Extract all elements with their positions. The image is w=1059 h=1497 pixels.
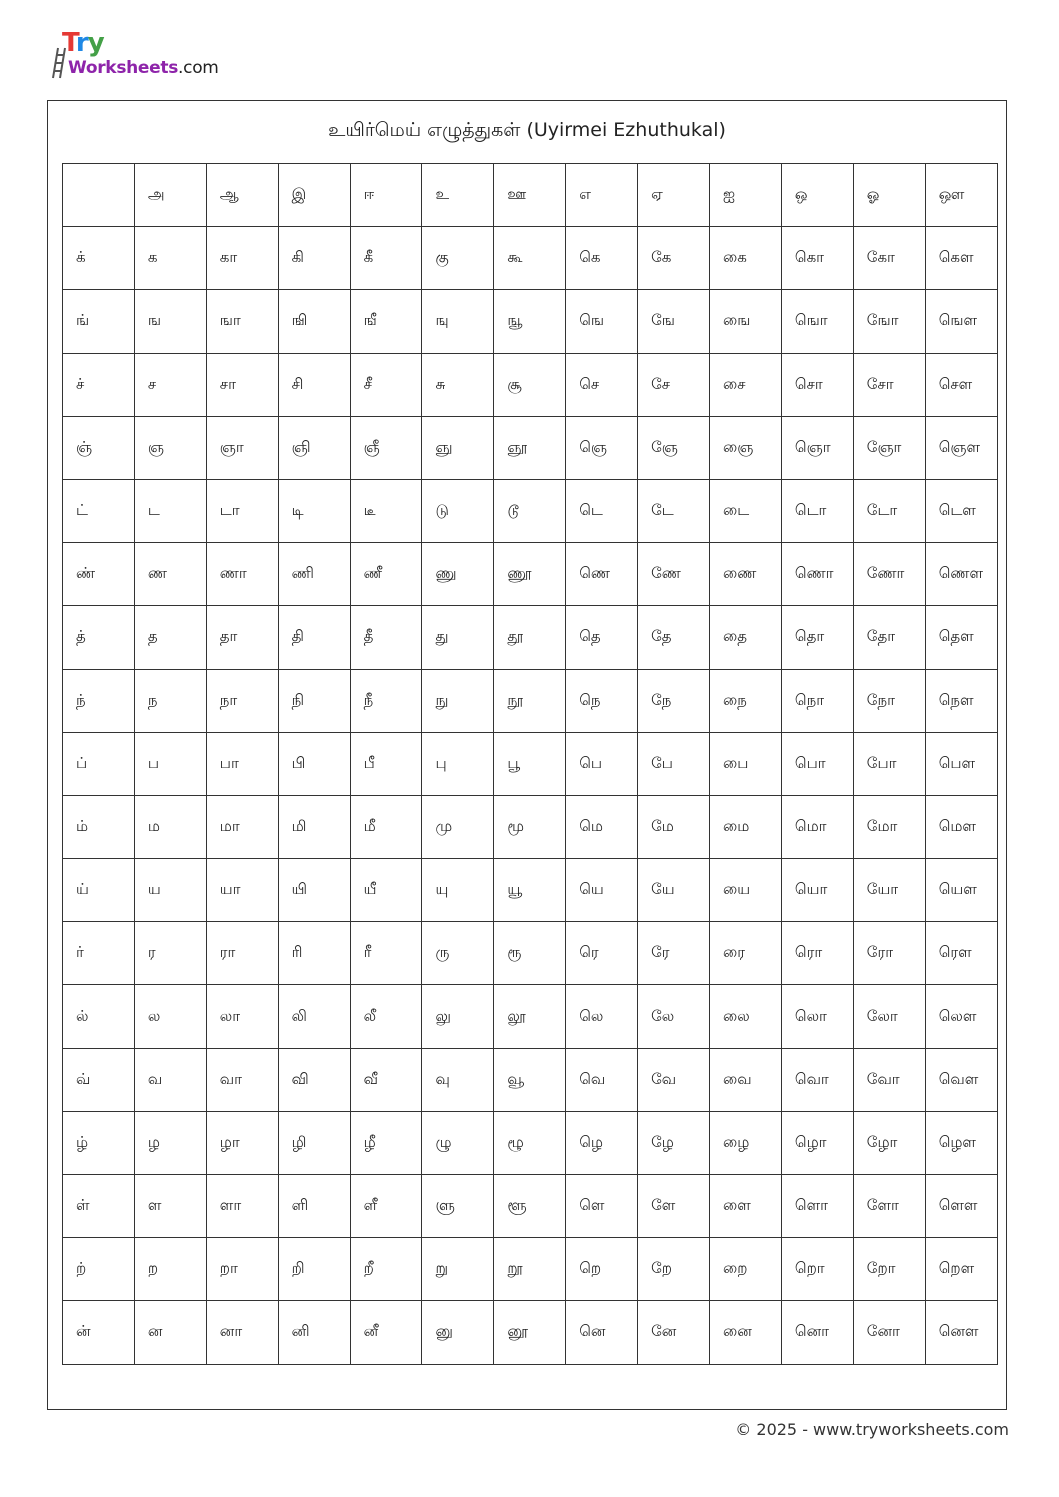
table-row — [63, 1111, 998, 1174]
letter-cell: ழோ — [853, 1111, 925, 1174]
letter-cell: வு — [422, 1048, 494, 1111]
letter-cell: பு — [422, 732, 494, 795]
letter-cell: லை — [710, 985, 782, 1048]
letter-cell: ணா — [206, 543, 278, 606]
letter-cell: யோ — [853, 859, 925, 922]
letter-cell: லீ — [350, 985, 422, 1048]
letter-cell: நீ — [350, 669, 422, 732]
table-row — [63, 1301, 998, 1364]
letter-cell: ளா — [206, 1175, 278, 1238]
row-header-cell: வ் — [63, 1048, 135, 1111]
letter-cell: தீ — [350, 606, 422, 669]
row-header-cell: ல் — [63, 985, 135, 1048]
letter-cell: து — [422, 606, 494, 669]
letter-cell: றை — [710, 1238, 782, 1301]
row-header-cell: ப் — [63, 732, 135, 795]
letter-cell: தி — [278, 606, 350, 669]
letter-cell: த — [134, 606, 206, 669]
letter-cell: னா — [206, 1301, 278, 1364]
letter-cell: ர — [134, 922, 206, 985]
header-row — [63, 164, 998, 227]
letter-cell: சீ — [350, 353, 422, 416]
letter-cell: டி — [278, 479, 350, 542]
letter-cell: கு — [422, 227, 494, 290]
letter-cell: ரொ — [781, 922, 853, 985]
letter-cell: பெ — [566, 732, 638, 795]
letter-cell: ஙூ — [494, 290, 566, 353]
letter-cell: ஙோ — [853, 290, 925, 353]
logo-try-text: Try — [62, 28, 104, 58]
table-row — [63, 606, 998, 669]
letter-cell: ம — [134, 795, 206, 858]
letter-cell: மொ — [781, 795, 853, 858]
letter-cell: கி — [278, 227, 350, 290]
letter-cell: யீ — [350, 859, 422, 922]
letter-cell: ங — [134, 290, 206, 353]
letter-cell: ஙை — [710, 290, 782, 353]
letter-cell: கொ — [781, 227, 853, 290]
letter-cell: ஞே — [638, 416, 710, 479]
row-header-cell: ழ் — [63, 1111, 135, 1174]
letter-cell: லொ — [781, 985, 853, 1048]
letter-cell: சோ — [853, 353, 925, 416]
letter-cell: ஓ — [853, 164, 925, 227]
letter-cell: றி — [278, 1238, 350, 1301]
letter-cell: கை — [710, 227, 782, 290]
letter-cell: னெ — [566, 1301, 638, 1364]
letter-cell: னௌ — [925, 1301, 997, 1364]
letter-cell: டா — [206, 479, 278, 542]
letter-cell: மௌ — [925, 795, 997, 858]
table-row — [63, 732, 998, 795]
letter-cell: டெ — [566, 479, 638, 542]
letter-cell: நொ — [781, 669, 853, 732]
letter-cell: ஙெ — [566, 290, 638, 353]
letter-cell: யு — [422, 859, 494, 922]
letter-cell: னி — [278, 1301, 350, 1364]
letter-cell: லெ — [566, 985, 638, 1048]
letter-cell: நௌ — [925, 669, 997, 732]
letter-cell: னு — [422, 1301, 494, 1364]
letter-cell: ற — [134, 1238, 206, 1301]
letter-cell: ஞௌ — [925, 416, 997, 479]
letter-cell: கீ — [350, 227, 422, 290]
letter-cell: பொ — [781, 732, 853, 795]
letter-cell: வூ — [494, 1048, 566, 1111]
letter-cell: ணௌ — [925, 543, 997, 606]
letter-cell: டொ — [781, 479, 853, 542]
table-row — [63, 416, 998, 479]
letter-cell: தூ — [494, 606, 566, 669]
row-header-cell: ண் — [63, 543, 135, 606]
letter-cell: நூ — [494, 669, 566, 732]
copyright-footer: © 2025 - www.tryworksheets.com — [735, 1420, 1009, 1439]
letter-cell: தோ — [853, 606, 925, 669]
letter-cell: தை — [710, 606, 782, 669]
letter-cell: தே — [638, 606, 710, 669]
letter-cell: சை — [710, 353, 782, 416]
letter-cell: று — [422, 1238, 494, 1301]
letter-cell: லு — [422, 985, 494, 1048]
letter-cell: ஙொ — [781, 290, 853, 353]
letter-cell: பூ — [494, 732, 566, 795]
letter-cell: றெ — [566, 1238, 638, 1301]
letter-cell: ழொ — [781, 1111, 853, 1174]
letter-cell: பா — [206, 732, 278, 795]
row-header-cell: ச் — [63, 353, 135, 416]
letter-cell: யே — [638, 859, 710, 922]
letter-cell: வா — [206, 1048, 278, 1111]
letter-cell: இ — [278, 164, 350, 227]
letter-cell: ள — [134, 1175, 206, 1238]
letter-cell: செ — [566, 353, 638, 416]
table-row — [63, 922, 998, 985]
table-row — [63, 227, 998, 290]
letter-cell: ரி — [278, 922, 350, 985]
letter-cell: ழை — [710, 1111, 782, 1174]
letter-cell: எ — [566, 164, 638, 227]
letter-cell: ண — [134, 543, 206, 606]
letter-cell: அ — [134, 164, 206, 227]
row-header-cell: க் — [63, 227, 135, 290]
table-row — [63, 859, 998, 922]
letter-cell: ரை — [710, 922, 782, 985]
letter-cell: றீ — [350, 1238, 422, 1301]
letter-cell: ளே — [638, 1175, 710, 1238]
letter-cell: றௌ — [925, 1238, 997, 1301]
uyirmei-table — [62, 163, 998, 1365]
letter-cell: நு — [422, 669, 494, 732]
letter-cell: ஞொ — [781, 416, 853, 479]
letter-cell: ஞீ — [350, 416, 422, 479]
table-row — [63, 1175, 998, 1238]
letter-cell: ரூ — [494, 922, 566, 985]
row-header-cell — [63, 164, 135, 227]
row-header-cell: ந் — [63, 669, 135, 732]
letter-cell: ரே — [638, 922, 710, 985]
letter-cell: ஒ — [781, 164, 853, 227]
letter-cell: டை — [710, 479, 782, 542]
letter-cell: ளு — [422, 1175, 494, 1238]
letter-cell: றொ — [781, 1238, 853, 1301]
letter-cell: ரா — [206, 922, 278, 985]
letter-cell: ஞ — [134, 416, 206, 479]
letter-cell: ழீ — [350, 1111, 422, 1174]
letter-cell: லே — [638, 985, 710, 1048]
letter-cell: ளெ — [566, 1175, 638, 1238]
letter-cell: சொ — [781, 353, 853, 416]
letter-cell: யி — [278, 859, 350, 922]
letter-cell: ஙி — [278, 290, 350, 353]
letter-cell: றா — [206, 1238, 278, 1301]
letter-cell: தௌ — [925, 606, 997, 669]
letter-cell: ணூ — [494, 543, 566, 606]
letter-cell: ளை — [710, 1175, 782, 1238]
letter-cell: யொ — [781, 859, 853, 922]
letter-cell: மோ — [853, 795, 925, 858]
letter-cell: டூ — [494, 479, 566, 542]
letter-cell: றூ — [494, 1238, 566, 1301]
letter-cell: டே — [638, 479, 710, 542]
letter-cell: ரு — [422, 922, 494, 985]
letter-cell: டீ — [350, 479, 422, 542]
letter-cell: வொ — [781, 1048, 853, 1111]
letter-cell: ளௌ — [925, 1175, 997, 1238]
row-header-cell: ஞ் — [63, 416, 135, 479]
letter-cell: கா — [206, 227, 278, 290]
table-row — [63, 669, 998, 732]
row-header-cell: ய் — [63, 859, 135, 922]
letter-cell: ணொ — [781, 543, 853, 606]
table-row — [63, 479, 998, 542]
letter-cell: ஐ — [710, 164, 782, 227]
row-header-cell: ள் — [63, 1175, 135, 1238]
letter-cell: யெ — [566, 859, 638, 922]
letter-cell: வௌ — [925, 1048, 997, 1111]
letter-cell: ணு — [422, 543, 494, 606]
letter-cell: தெ — [566, 606, 638, 669]
row-header-cell: ர் — [63, 922, 135, 985]
letter-cell: நே — [638, 669, 710, 732]
table-row — [63, 1048, 998, 1111]
letter-cell: லோ — [853, 985, 925, 1048]
letter-cell: மு — [422, 795, 494, 858]
letter-cell: ணி — [278, 543, 350, 606]
letter-cell: ழூ — [494, 1111, 566, 1174]
letter-cell: சூ — [494, 353, 566, 416]
letter-cell: ழி — [278, 1111, 350, 1174]
letter-cell: னை — [710, 1301, 782, 1364]
letter-cell: யை — [710, 859, 782, 922]
letter-cell: நி — [278, 669, 350, 732]
letter-cell: ஞு — [422, 416, 494, 479]
letter-cell: ஞா — [206, 416, 278, 479]
letter-cell: மீ — [350, 795, 422, 858]
letter-cell: ஞோ — [853, 416, 925, 479]
letter-cell: பீ — [350, 732, 422, 795]
letter-cell: ளூ — [494, 1175, 566, 1238]
letter-cell: வி — [278, 1048, 350, 1111]
letter-cell: ஔ — [925, 164, 997, 227]
letter-cell: ல — [134, 985, 206, 1048]
letter-cell: வே — [638, 1048, 710, 1111]
letter-cell: ழா — [206, 1111, 278, 1174]
letter-cell: வ — [134, 1048, 206, 1111]
letter-cell: நை — [710, 669, 782, 732]
worksheet-frame — [47, 100, 1007, 1410]
table-row — [63, 985, 998, 1048]
letter-cell: ஊ — [494, 164, 566, 227]
letter-cell: கூ — [494, 227, 566, 290]
table-row — [63, 543, 998, 606]
row-header-cell: ட் — [63, 479, 135, 542]
letter-cell: ரோ — [853, 922, 925, 985]
letter-cell: சௌ — [925, 353, 997, 416]
letter-cell: ளீ — [350, 1175, 422, 1238]
row-header-cell: ன் — [63, 1301, 135, 1364]
letter-cell: சா — [206, 353, 278, 416]
letter-cell: போ — [853, 732, 925, 795]
letter-cell: நோ — [853, 669, 925, 732]
letter-cell: ட — [134, 479, 206, 542]
row-header-cell: ங் — [63, 290, 135, 353]
letter-cell: ரௌ — [925, 922, 997, 985]
letter-cell: சே — [638, 353, 710, 416]
letter-cell: நா — [206, 669, 278, 732]
letter-cell: உ — [422, 164, 494, 227]
letter-cell: ஙே — [638, 290, 710, 353]
letter-cell: ரீ — [350, 922, 422, 985]
letter-cell: ஙௌ — [925, 290, 997, 353]
letter-cell: யூ — [494, 859, 566, 922]
letter-cell: கெ — [566, 227, 638, 290]
letter-cell: ழெ — [566, 1111, 638, 1174]
letter-cell: மி — [278, 795, 350, 858]
letter-cell: சு — [422, 353, 494, 416]
letter-cell: தா — [206, 606, 278, 669]
letter-cell: டோ — [853, 479, 925, 542]
letter-cell: ளொ — [781, 1175, 853, 1238]
letter-cell: ளி — [278, 1175, 350, 1238]
letter-cell: ஙா — [206, 290, 278, 353]
letter-cell: னே — [638, 1301, 710, 1364]
letter-cell: ஞெ — [566, 416, 638, 479]
letter-cell: மூ — [494, 795, 566, 858]
letter-cell: ஞூ — [494, 416, 566, 479]
letter-cell: ன — [134, 1301, 206, 1364]
letter-cell: ணோ — [853, 543, 925, 606]
letter-cell: யா — [206, 859, 278, 922]
letter-cell: ச — [134, 353, 206, 416]
logo-worksheets-text: Worksheets.com — [68, 58, 219, 78]
letter-cell: லி — [278, 985, 350, 1048]
letter-cell: பௌ — [925, 732, 997, 795]
letter-cell: ப — [134, 732, 206, 795]
letter-cell: ணே — [638, 543, 710, 606]
letter-cell: ணெ — [566, 543, 638, 606]
letter-cell: லா — [206, 985, 278, 1048]
letter-cell: மே — [638, 795, 710, 858]
letter-cell: ரெ — [566, 922, 638, 985]
letter-cell: ஞை — [710, 416, 782, 479]
letter-cell: லூ — [494, 985, 566, 1048]
letter-cell: பி — [278, 732, 350, 795]
letter-cell: வெ — [566, 1048, 638, 1111]
letter-cell: யௌ — [925, 859, 997, 922]
row-header-cell: ற் — [63, 1238, 135, 1301]
letter-cell: ளோ — [853, 1175, 925, 1238]
letter-cell: ஏ — [638, 164, 710, 227]
letter-cell: க — [134, 227, 206, 290]
letter-cell: தொ — [781, 606, 853, 669]
letter-cell: ழௌ — [925, 1111, 997, 1174]
table-row — [63, 290, 998, 353]
letter-cell: ஞி — [278, 416, 350, 479]
row-header-cell: த் — [63, 606, 135, 669]
letter-cell: ஙீ — [350, 290, 422, 353]
letter-cell: ணீ — [350, 543, 422, 606]
letter-cell: னூ — [494, 1301, 566, 1364]
letter-cell: ணை — [710, 543, 782, 606]
letter-cell: னீ — [350, 1301, 422, 1364]
letter-cell: கௌ — [925, 227, 997, 290]
letter-cell: டு — [422, 479, 494, 542]
letter-cell: னொ — [781, 1301, 853, 1364]
letter-cell: ய — [134, 859, 206, 922]
letter-cell: மெ — [566, 795, 638, 858]
letter-cell: சி — [278, 353, 350, 416]
row-header-cell: ம் — [63, 795, 135, 858]
letter-cell: ஆ — [206, 164, 278, 227]
letter-cell: ழு — [422, 1111, 494, 1174]
letter-cell: டௌ — [925, 479, 997, 542]
letter-cell: நெ — [566, 669, 638, 732]
letter-cell: ஙு — [422, 290, 494, 353]
letter-cell: றே — [638, 1238, 710, 1301]
letter-cell: மா — [206, 795, 278, 858]
letter-cell: ழ — [134, 1111, 206, 1174]
table-row — [63, 1238, 998, 1301]
letter-cell: ழே — [638, 1111, 710, 1174]
worksheet-title: உயிர்மெய் எழுத்துகள் (Uyirmei Ezhuthukal) — [328, 119, 726, 141]
table-row — [63, 795, 998, 858]
table-row — [63, 353, 998, 416]
letter-cell: வோ — [853, 1048, 925, 1111]
letter-cell: லௌ — [925, 985, 997, 1048]
letter-cell: ந — [134, 669, 206, 732]
letter-cell: கோ — [853, 227, 925, 290]
letter-cell: பே — [638, 732, 710, 795]
letter-cell: கே — [638, 227, 710, 290]
letter-cell: றோ — [853, 1238, 925, 1301]
letter-cell: வை — [710, 1048, 782, 1111]
letter-cell: ஈ — [350, 164, 422, 227]
letter-cell: பை — [710, 732, 782, 795]
letter-cell: வீ — [350, 1048, 422, 1111]
letter-cell: னோ — [853, 1301, 925, 1364]
letter-cell: மை — [710, 795, 782, 858]
site-logo[interactable] — [52, 28, 232, 84]
